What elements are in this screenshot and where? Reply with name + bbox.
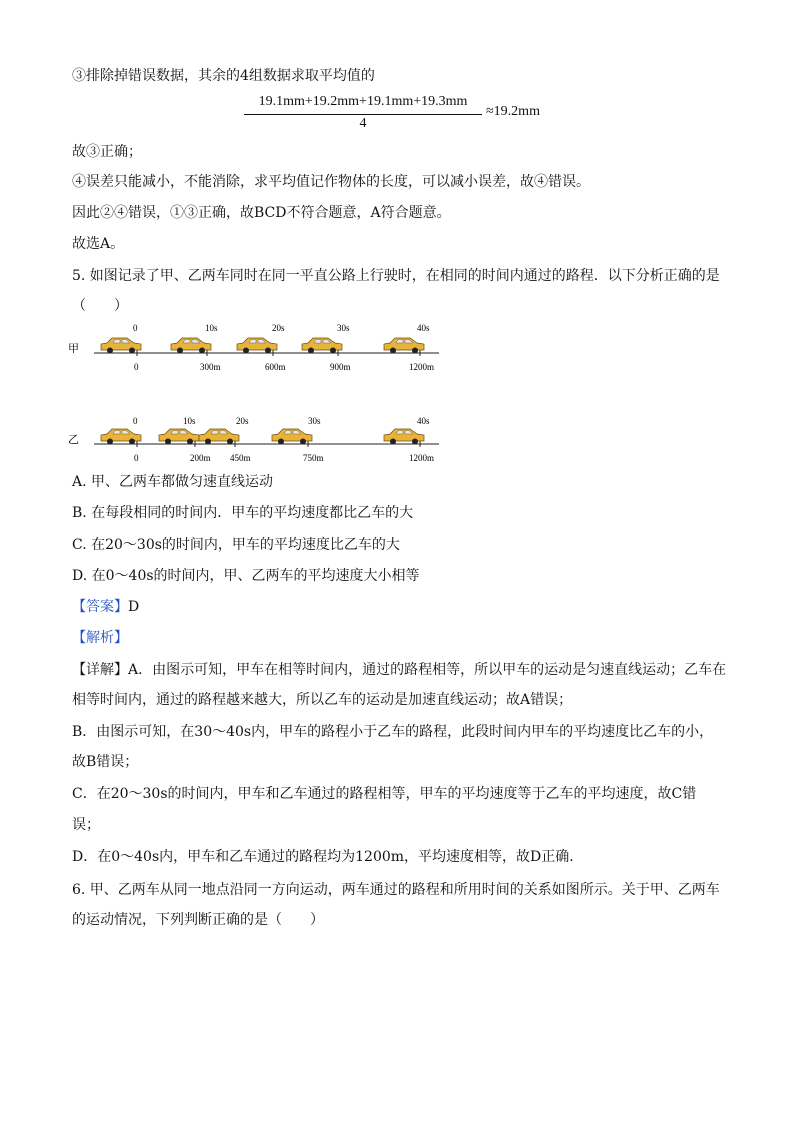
yi-car xyxy=(159,429,199,445)
option-c: C. 在20～30s的时间内，甲车的平均速度比乙车的大 xyxy=(72,537,400,553)
option-b: B. 在每段相同的时间内．甲车的平均速度都比乙车的大 xyxy=(72,505,414,521)
answer-value: D xyxy=(128,599,140,615)
jia-time-label: 10s xyxy=(205,323,218,333)
option-d: D. 在0～40s的时间内，甲、乙两车的平均速度大小相等 xyxy=(72,568,420,584)
jia-car xyxy=(302,338,342,354)
yi-car xyxy=(101,429,141,445)
car-motion-figure xyxy=(66,318,446,468)
jia-distance-label: 600m xyxy=(265,362,286,372)
question-5-stem: 5. 如图记录了甲、乙两车同时在同一平直公路上行驶时，在相同的时间内通过的路程．以下分析正确的是 xyxy=(72,268,720,284)
detail-line: B．由图示可知，在30～40s内，甲车的路程小于乙车的路程，此段时间内甲车的平均速度比乙车的小， xyxy=(72,724,714,740)
yi-distance-label: 200m xyxy=(190,453,211,463)
yi-time-label: 40s xyxy=(417,416,430,426)
jia-car xyxy=(384,338,424,354)
detail-line: 故B错误； xyxy=(72,754,139,770)
detail-tag: 【详解】 xyxy=(72,662,128,678)
jia-car xyxy=(237,338,277,354)
text-line: ③排除掉错误数据，其余的4组数据求取平均值的 xyxy=(72,68,375,84)
detail-line: D．在0～40s内，甲车和乙车通过的路程均为1200m，平均速度相等，故D正确． xyxy=(72,849,584,865)
detail-text: A．由图示可知，甲车在相等时间内，通过的路程相等，所以甲车的运动是匀速直线运动；乙车在 xyxy=(128,662,727,678)
yi-time-label: 20s xyxy=(236,416,249,426)
yi-time-label: 30s xyxy=(308,416,321,426)
text-line: 故③正确； xyxy=(72,144,142,160)
fraction-bar xyxy=(244,114,482,115)
text-line: 因此②④错误，①③正确，故BCD不符合题意，A符合题意。 xyxy=(72,205,451,221)
answer-line xyxy=(72,597,139,617)
jia-distance-label: 1200m xyxy=(409,362,435,372)
jia-time-label: 30s xyxy=(337,323,350,333)
formula-numerator: 19.1mm+19.2mm+19.1mm+19.3mm xyxy=(258,94,468,109)
analysis-tag: 【解析】 xyxy=(72,630,128,646)
question-6-stem-cont: 的运动情况，下列判断正确的是（ ） xyxy=(72,912,324,928)
jia-distance-label: 300m xyxy=(200,362,221,372)
average-formula xyxy=(244,94,554,134)
option-a: A. 甲、乙两车都做匀速直线运动 xyxy=(72,474,274,490)
yi-distance-label: 1200m xyxy=(409,453,435,463)
detail-line: 误； xyxy=(72,817,100,833)
jia-distance-label: 900m xyxy=(330,362,351,372)
jia-time-label: 20s xyxy=(272,323,285,333)
yi-car xyxy=(199,429,239,445)
answer-tag: 【答案】 xyxy=(72,599,128,615)
question-6-stem: 6. 甲、乙两车从同一地点沿同一方向运动，两车通过的路程和所用时间的关系如图所示。关于甲、乙两车 xyxy=(72,882,720,898)
formula-result: ≈19.2mm xyxy=(486,104,540,119)
detail-line xyxy=(72,660,726,680)
text-line: ④误差只能减小，不能消除，求平均值记作物体的长度，可以减小误差，故④错误。 xyxy=(72,174,590,190)
question-5-bracket: （ ） xyxy=(72,298,128,314)
yi-car xyxy=(272,429,312,445)
detail-line: 相等时间内，通过的路程越来越大，所以乙车的运动是加速直线运动；故A错误； xyxy=(72,692,573,708)
yi-time-label: 10s xyxy=(183,416,196,426)
yi-car xyxy=(384,429,424,445)
jia-row-label: 甲 xyxy=(68,343,79,355)
jia-car xyxy=(171,338,211,354)
yi-row-label: 乙 xyxy=(68,434,79,446)
yi-distance-label: 450m xyxy=(230,453,251,463)
jia-distance-label: 0 xyxy=(134,362,139,372)
yi-distance-label: 0 xyxy=(134,453,139,463)
formula-denominator: 4 xyxy=(359,116,367,131)
detail-line: C．在20～30s的时间内，甲车和乙车通过的路程相等，甲车的平均速度等于乙车的平均速度，故C错 xyxy=(72,786,697,802)
text-line: 故选A。 xyxy=(72,236,125,252)
jia-time-label: 0 xyxy=(133,323,138,333)
jia-time-label: 40s xyxy=(417,323,430,333)
jia-car xyxy=(101,338,141,354)
yi-distance-label: 750m xyxy=(303,453,324,463)
yi-time-label: 0 xyxy=(133,416,138,426)
